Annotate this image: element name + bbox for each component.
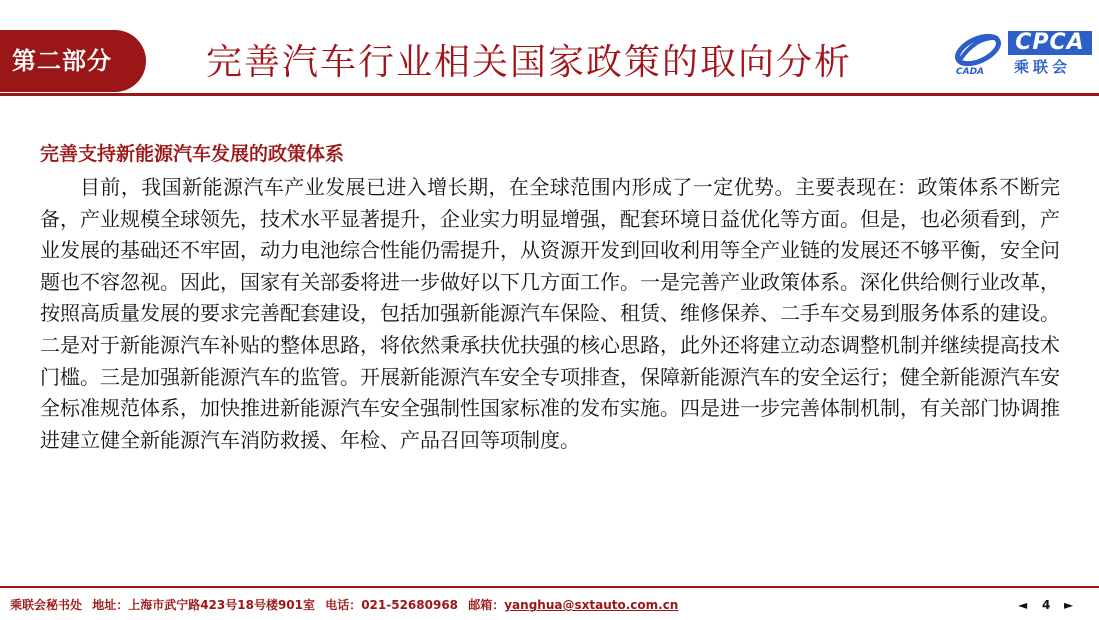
section-title: 完善支持新能源汽车发展的政策体系 <box>40 143 345 165</box>
page-title: 完善汽车行业相关国家政策的取向分析 <box>206 42 853 83</box>
body-paragraph: 目前，我国新能源汽车产业发展已进入增长期，在全球范围内形成了一定优势。主要表现在：政策体系不断完备，产业规模全球领先，技术水平显著提升，企业实力明显增强，配套环境日益优化等方面。但是，也必须看到，产业发展的基础还不牢固，动力电池综合性能仍需提升，从资源开发到回收利用等全产业链的发展还不够平衡，安全问题也不容忽视。因此，国家有关部委将进一步做好以下几方面工作。一是完善产业政策体系。深化供给侧行业改革，按照高质量发展的要求完善配套建设，包括加强新能源汽车保险、租赁、维修保养、二手车交易到服务体系的建设。二是对于新能源汽车补贴的整体思路，将依然秉承扶优扶强的核心思路，此外还将建立动态调整机制并继续提高技术门槛。三是加强新能源汽车的监管。开展新能源汽车安全专项排查，保障新能源汽车的安全运行；健全新能源汽车安全标准规范体系，加快推进新能源汽车安全强制性国家标准的发布实施。四是进一步完善体制机制，有关部门协调推进建立健全新能源汽车消防救援、年检、产品召回等项制度。 <box>40 175 1060 452</box>
logo-cn-name: 乘联会 <box>1014 58 1072 76</box>
prev-page-icon[interactable]: ◄ <box>1018 598 1028 612</box>
footer-email-link[interactable]: yanghua@sxtauto.com.cn <box>504 598 679 612</box>
footer-contact <box>10 595 684 615</box>
next-page-icon[interactable]: ► <box>1064 598 1074 612</box>
slide-content <box>40 140 1060 456</box>
header-divider <box>0 93 1099 96</box>
slide-header <box>0 0 1099 96</box>
cpca-logo <box>950 26 1095 82</box>
page-number: 4 <box>1042 598 1051 612</box>
logo-brand: CPCA <box>1008 31 1092 55</box>
footer-address: 地址：上海市武宁路423号18号楼901室 <box>92 598 316 612</box>
footer-email-label: 邮箱： <box>468 598 505 612</box>
logo-small-text: CADA <box>956 67 985 77</box>
section-badge: 第二部分 <box>0 30 146 92</box>
footer-phone: 电话：021-52680968 <box>325 598 459 612</box>
pager <box>1014 595 1084 615</box>
footer-org: 乘联会秘书处 <box>10 598 83 612</box>
footer-divider <box>0 586 1099 588</box>
